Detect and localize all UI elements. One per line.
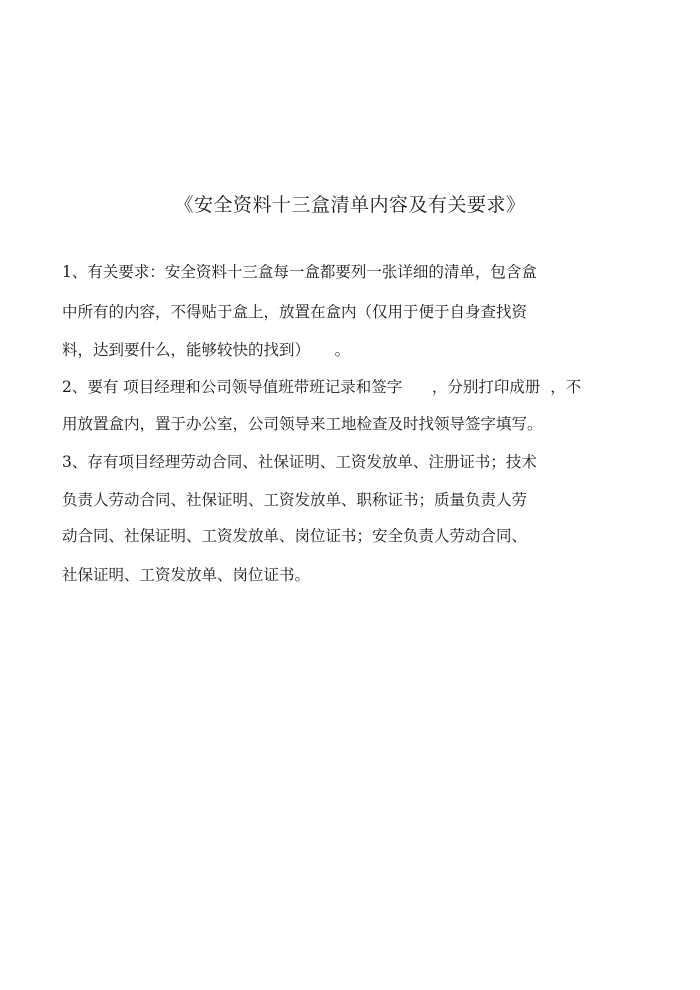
requirement-1-line-2: 中所有的内容，不得贴于盒上，放置在盒内（仅用于便于自身查找资 <box>62 303 528 321</box>
requirement-1-line-1: 1、有关要求：安全资料十三盒每一盒都要列一张详细的清单，包含盒 <box>62 263 537 281</box>
requirement-2-line-1: 2、要有 项目经理和公司领导值班带班记录和签字 ，分别打印成册 ，不 <box>62 378 582 396</box>
requirement-3-line-4: 社保证明、工资发放单、岗位证书。 <box>62 566 311 584</box>
requirement-2-line-2: 用放置盒内，置于办公室，公司领导来工地检查及时找领导签字填写。 <box>62 415 543 433</box>
requirement-3-line-1: 3、存有项目经理劳动合同、社保证明、工资发放单、注册证书；技术 <box>62 453 537 471</box>
requirement-1-line-3: 料，达到要什么，能够较快的找到） 。 <box>62 341 351 359</box>
requirement-3-line-3: 动合同、社保证明、工资发放单、岗位证书；安全负责人劳动合同、 <box>62 527 528 545</box>
requirement-3-line-2: 负责人劳动合同、社保证明、工资发放单、职称证书；质量负责人劳 <box>62 491 528 509</box>
document-title: 《安全资料十三盒清单内容及有关要求》 <box>174 194 526 216</box>
